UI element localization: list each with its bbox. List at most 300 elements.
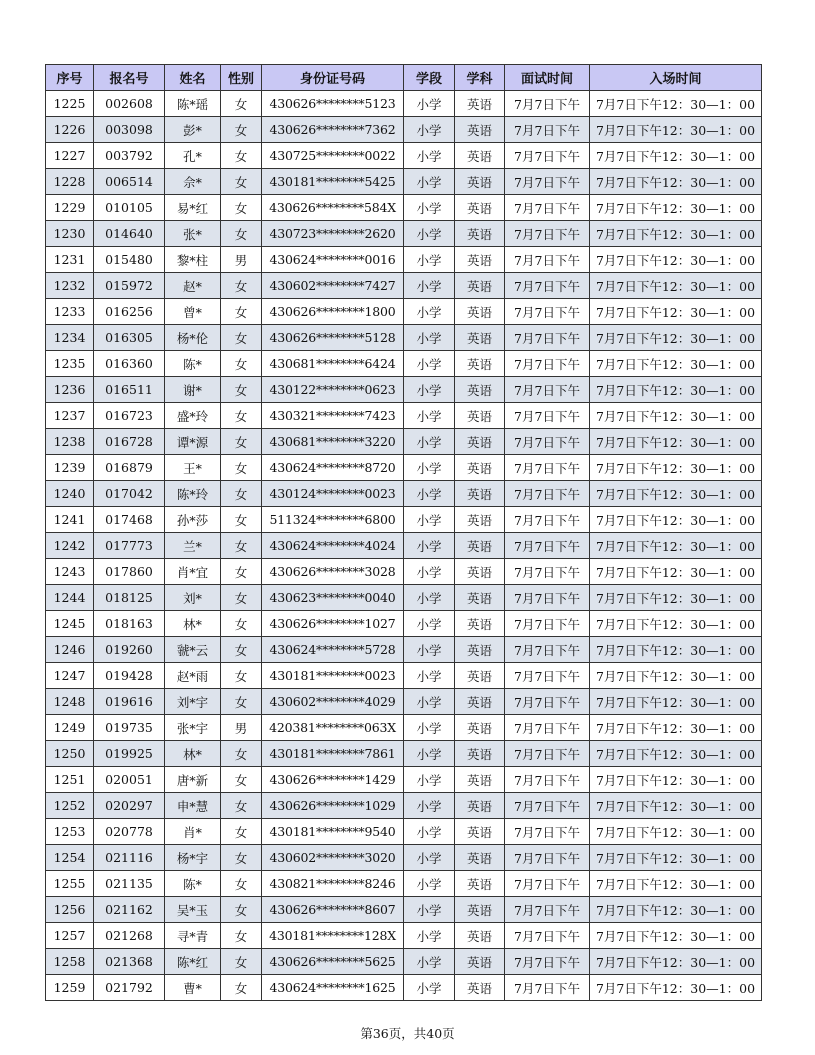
- cell-level: 小学: [404, 585, 455, 611]
- table-row: [46, 143, 762, 169]
- cell-id-number: 430681********3220: [262, 429, 404, 455]
- cell-entry-time: 7月7日下午12：30—1：00: [590, 975, 762, 1001]
- cell-level: 小学: [404, 455, 455, 481]
- table-row: [46, 325, 762, 351]
- cell-gender: 女: [221, 767, 262, 793]
- cell-id-number: 430626********3028: [262, 559, 404, 585]
- table-row: [46, 273, 762, 299]
- cell-interview-time: 7月7日下午: [505, 585, 590, 611]
- cell-reg-no: 018163: [94, 611, 165, 637]
- cell-name: 陈*玲: [165, 481, 221, 507]
- cell-name: 吴*玉: [165, 897, 221, 923]
- cell-seq: 1239: [46, 455, 94, 481]
- cell-name: 谢*: [165, 377, 221, 403]
- cell-seq: 1227: [46, 143, 94, 169]
- cell-level: 小学: [404, 793, 455, 819]
- table-row: [46, 585, 762, 611]
- cell-name: 彭*: [165, 117, 221, 143]
- cell-name: 杨*伦: [165, 325, 221, 351]
- cell-entry-time: 7月7日下午12：30—1：00: [590, 897, 762, 923]
- cell-gender: 女: [221, 923, 262, 949]
- cell-id-number: 430626********1029: [262, 793, 404, 819]
- cell-seq: 1238: [46, 429, 94, 455]
- cell-id-number: 430181********128X: [262, 923, 404, 949]
- cell-subject: 英语: [455, 507, 505, 533]
- cell-gender: 女: [221, 169, 262, 195]
- cell-gender: 女: [221, 637, 262, 663]
- cell-subject: 英语: [455, 611, 505, 637]
- cell-reg-no: 017042: [94, 481, 165, 507]
- cell-seq: 1241: [46, 507, 94, 533]
- table-row: [46, 195, 762, 221]
- cell-interview-time: 7月7日下午: [505, 299, 590, 325]
- cell-name: 杨*宇: [165, 845, 221, 871]
- table-row: [46, 793, 762, 819]
- cell-seq: 1232: [46, 273, 94, 299]
- cell-entry-time: 7月7日下午12：30—1：00: [590, 949, 762, 975]
- cell-gender: 男: [221, 247, 262, 273]
- cell-reg-no: 020297: [94, 793, 165, 819]
- cell-reg-no: 021116: [94, 845, 165, 871]
- cell-interview-time: 7月7日下午: [505, 533, 590, 559]
- cell-interview-time: 7月7日下午: [505, 481, 590, 507]
- cell-level: 小学: [404, 169, 455, 195]
- header-seq: 序号: [46, 65, 94, 91]
- cell-gender: 女: [221, 663, 262, 689]
- cell-subject: 英语: [455, 403, 505, 429]
- cell-id-number: 430623********0040: [262, 585, 404, 611]
- cell-entry-time: 7月7日下午12：30—1：00: [590, 221, 762, 247]
- cell-seq: 1254: [46, 845, 94, 871]
- cell-interview-time: 7月7日下午: [505, 247, 590, 273]
- cell-seq: 1245: [46, 611, 94, 637]
- cell-gender: 女: [221, 117, 262, 143]
- cell-reg-no: 019616: [94, 689, 165, 715]
- table-row: [46, 819, 762, 845]
- cell-id-number: 430624********5728: [262, 637, 404, 663]
- cell-seq: 1252: [46, 793, 94, 819]
- cell-reg-no: 015972: [94, 273, 165, 299]
- cell-name: 赵*: [165, 273, 221, 299]
- table-row: [46, 169, 762, 195]
- cell-seq: 1253: [46, 819, 94, 845]
- table-body: [46, 91, 762, 1001]
- cell-entry-time: 7月7日下午12：30—1：00: [590, 923, 762, 949]
- cell-seq: 1231: [46, 247, 94, 273]
- cell-id-number: 430181********9540: [262, 819, 404, 845]
- cell-subject: 英语: [455, 793, 505, 819]
- table-row: [46, 897, 762, 923]
- candidate-table: [45, 64, 762, 1001]
- cell-id-number: 430626********5128: [262, 325, 404, 351]
- cell-name: 易*红: [165, 195, 221, 221]
- cell-interview-time: 7月7日下午: [505, 741, 590, 767]
- cell-reg-no: 016360: [94, 351, 165, 377]
- cell-id-number: 430624********0016: [262, 247, 404, 273]
- table-row: [46, 351, 762, 377]
- cell-reg-no: 019735: [94, 715, 165, 741]
- cell-gender: 女: [221, 689, 262, 715]
- cell-name: 张*宇: [165, 715, 221, 741]
- cell-seq: 1250: [46, 741, 94, 767]
- cell-interview-time: 7月7日下午: [505, 767, 590, 793]
- cell-subject: 英语: [455, 195, 505, 221]
- cell-name: 佘*: [165, 169, 221, 195]
- cell-entry-time: 7月7日下午12：30—1：00: [590, 533, 762, 559]
- page-footer: 第36页，共40页: [360, 1026, 455, 1041]
- cell-level: 小学: [404, 143, 455, 169]
- cell-subject: 英语: [455, 117, 505, 143]
- cell-entry-time: 7月7日下午12：30—1：00: [590, 299, 762, 325]
- cell-name: 林*: [165, 611, 221, 637]
- cell-interview-time: 7月7日下午: [505, 221, 590, 247]
- table-row: [46, 975, 762, 1001]
- cell-id-number: 430181********7861: [262, 741, 404, 767]
- cell-level: 小学: [404, 871, 455, 897]
- cell-entry-time: 7月7日下午12：30—1：00: [590, 377, 762, 403]
- cell-id-number: 430602********4029: [262, 689, 404, 715]
- cell-gender: 女: [221, 221, 262, 247]
- cell-subject: 英语: [455, 923, 505, 949]
- table-row: [46, 455, 762, 481]
- cell-name: 陈*红: [165, 949, 221, 975]
- cell-level: 小学: [404, 689, 455, 715]
- cell-seq: 1257: [46, 923, 94, 949]
- cell-level: 小学: [404, 221, 455, 247]
- cell-interview-time: 7月7日下午: [505, 663, 590, 689]
- cell-interview-time: 7月7日下午: [505, 91, 590, 117]
- cell-level: 小学: [404, 715, 455, 741]
- cell-entry-time: 7月7日下午12：30—1：00: [590, 611, 762, 637]
- cell-gender: 女: [221, 611, 262, 637]
- cell-subject: 英语: [455, 871, 505, 897]
- cell-entry-time: 7月7日下午12：30—1：00: [590, 689, 762, 715]
- cell-gender: 女: [221, 299, 262, 325]
- cell-level: 小学: [404, 845, 455, 871]
- cell-entry-time: 7月7日下午12：30—1：00: [590, 351, 762, 377]
- cell-reg-no: 021368: [94, 949, 165, 975]
- cell-interview-time: 7月7日下午: [505, 143, 590, 169]
- cell-subject: 英语: [455, 637, 505, 663]
- cell-id-number: 430602********3020: [262, 845, 404, 871]
- cell-reg-no: 016305: [94, 325, 165, 351]
- table-row: [46, 377, 762, 403]
- cell-interview-time: 7月7日下午: [505, 273, 590, 299]
- table-row: [46, 117, 762, 143]
- cell-level: 小学: [404, 429, 455, 455]
- cell-gender: 女: [221, 793, 262, 819]
- cell-gender: 女: [221, 845, 262, 871]
- cell-name: 唐*新: [165, 767, 221, 793]
- table-row: [46, 845, 762, 871]
- cell-reg-no: 019260: [94, 637, 165, 663]
- cell-level: 小学: [404, 481, 455, 507]
- cell-entry-time: 7月7日下午12：30—1：00: [590, 169, 762, 195]
- cell-entry-time: 7月7日下午12：30—1：00: [590, 481, 762, 507]
- table-row: [46, 871, 762, 897]
- cell-subject: 英语: [455, 559, 505, 585]
- cell-seq: 1237: [46, 403, 94, 429]
- cell-subject: 英语: [455, 949, 505, 975]
- cell-id-number: 430626********8607: [262, 897, 404, 923]
- table-row: [46, 949, 762, 975]
- cell-interview-time: 7月7日下午: [505, 611, 590, 637]
- cell-gender: 女: [221, 949, 262, 975]
- cell-entry-time: 7月7日下午12：30—1：00: [590, 741, 762, 767]
- cell-id-number: 430626********1027: [262, 611, 404, 637]
- cell-level: 小学: [404, 351, 455, 377]
- cell-id-number: 430321********7423: [262, 403, 404, 429]
- cell-seq: 1251: [46, 767, 94, 793]
- cell-reg-no: 020051: [94, 767, 165, 793]
- cell-name: 陈*瑶: [165, 91, 221, 117]
- table-row: [46, 715, 762, 741]
- cell-interview-time: 7月7日下午: [505, 637, 590, 663]
- cell-interview-time: 7月7日下午: [505, 351, 590, 377]
- cell-gender: 女: [221, 351, 262, 377]
- cell-level: 小学: [404, 325, 455, 351]
- cell-level: 小学: [404, 247, 455, 273]
- cell-id-number: 430821********8246: [262, 871, 404, 897]
- table-row: [46, 91, 762, 117]
- cell-id-number: 430181********5425: [262, 169, 404, 195]
- cell-id-number: 430626********1429: [262, 767, 404, 793]
- cell-seq: 1249: [46, 715, 94, 741]
- cell-id-number: 430624********4024: [262, 533, 404, 559]
- cell-entry-time: 7月7日下午12：30—1：00: [590, 117, 762, 143]
- cell-gender: 男: [221, 715, 262, 741]
- cell-subject: 英语: [455, 689, 505, 715]
- cell-reg-no: 021162: [94, 897, 165, 923]
- cell-gender: 女: [221, 533, 262, 559]
- cell-level: 小学: [404, 117, 455, 143]
- cell-subject: 英语: [455, 663, 505, 689]
- cell-id-number: 430181********0023: [262, 663, 404, 689]
- cell-id-number: 430602********7427: [262, 273, 404, 299]
- cell-seq: 1230: [46, 221, 94, 247]
- cell-interview-time: 7月7日下午: [505, 377, 590, 403]
- cell-level: 小学: [404, 611, 455, 637]
- cell-gender: 女: [221, 195, 262, 221]
- cell-subject: 英语: [455, 741, 505, 767]
- table-row: [46, 611, 762, 637]
- cell-reg-no: 014640: [94, 221, 165, 247]
- cell-level: 小学: [404, 663, 455, 689]
- cell-name: 曾*: [165, 299, 221, 325]
- header-row: [46, 65, 762, 91]
- cell-level: 小学: [404, 273, 455, 299]
- table-row: [46, 559, 762, 585]
- cell-level: 小学: [404, 299, 455, 325]
- cell-level: 小学: [404, 741, 455, 767]
- cell-entry-time: 7月7日下午12：30—1：00: [590, 793, 762, 819]
- cell-level: 小学: [404, 897, 455, 923]
- cell-gender: 女: [221, 585, 262, 611]
- cell-gender: 女: [221, 741, 262, 767]
- cell-reg-no: 020778: [94, 819, 165, 845]
- cell-entry-time: 7月7日下午12：30—1：00: [590, 455, 762, 481]
- table-row: [46, 247, 762, 273]
- cell-gender: 女: [221, 143, 262, 169]
- cell-id-number: 430624********1625: [262, 975, 404, 1001]
- cell-subject: 英语: [455, 247, 505, 273]
- header-subject: 学科: [455, 65, 505, 91]
- cell-id-number: 430626********5123: [262, 91, 404, 117]
- cell-seq: 1236: [46, 377, 94, 403]
- cell-level: 小学: [404, 637, 455, 663]
- header-reg-no: 报名号: [94, 65, 165, 91]
- cell-name: 兰*: [165, 533, 221, 559]
- cell-reg-no: 016256: [94, 299, 165, 325]
- cell-id-number: 430681********6424: [262, 351, 404, 377]
- table-row: [46, 663, 762, 689]
- table-row: [46, 429, 762, 455]
- cell-entry-time: 7月7日下午12：30—1：00: [590, 715, 762, 741]
- cell-id-number: 430626********1800: [262, 299, 404, 325]
- cell-name: 虢*云: [165, 637, 221, 663]
- cell-level: 小学: [404, 533, 455, 559]
- cell-reg-no: 018125: [94, 585, 165, 611]
- table-row: [46, 299, 762, 325]
- cell-interview-time: 7月7日下午: [505, 871, 590, 897]
- cell-seq: 1226: [46, 117, 94, 143]
- cell-seq: 1248: [46, 689, 94, 715]
- cell-name: 刘*: [165, 585, 221, 611]
- cell-interview-time: 7月7日下午: [505, 169, 590, 195]
- cell-subject: 英语: [455, 481, 505, 507]
- cell-reg-no: 003098: [94, 117, 165, 143]
- cell-subject: 英语: [455, 91, 505, 117]
- cell-subject: 英语: [455, 325, 505, 351]
- cell-entry-time: 7月7日下午12：30—1：00: [590, 507, 762, 533]
- cell-gender: 女: [221, 819, 262, 845]
- cell-seq: 1255: [46, 871, 94, 897]
- cell-name: 林*: [165, 741, 221, 767]
- cell-entry-time: 7月7日下午12：30—1：00: [590, 819, 762, 845]
- cell-subject: 英语: [455, 767, 505, 793]
- cell-interview-time: 7月7日下午: [505, 429, 590, 455]
- cell-reg-no: 006514: [94, 169, 165, 195]
- cell-entry-time: 7月7日下午12：30—1：00: [590, 429, 762, 455]
- cell-seq: 1233: [46, 299, 94, 325]
- cell-name: 谭*源: [165, 429, 221, 455]
- cell-seq: 1246: [46, 637, 94, 663]
- table-row: [46, 507, 762, 533]
- cell-seq: 1229: [46, 195, 94, 221]
- cell-subject: 英语: [455, 377, 505, 403]
- cell-interview-time: 7月7日下午: [505, 819, 590, 845]
- cell-id-number: 430626********5625: [262, 949, 404, 975]
- table-row: [46, 923, 762, 949]
- cell-name: 赵*雨: [165, 663, 221, 689]
- header-name: 姓名: [165, 65, 221, 91]
- cell-reg-no: 016879: [94, 455, 165, 481]
- cell-interview-time: 7月7日下午: [505, 325, 590, 351]
- cell-gender: 女: [221, 975, 262, 1001]
- cell-interview-time: 7月7日下午: [505, 949, 590, 975]
- cell-gender: 女: [221, 559, 262, 585]
- cell-subject: 英语: [455, 533, 505, 559]
- cell-subject: 英语: [455, 715, 505, 741]
- table-row: [46, 637, 762, 663]
- cell-reg-no: 017860: [94, 559, 165, 585]
- cell-reg-no: 015480: [94, 247, 165, 273]
- cell-entry-time: 7月7日下午12：30—1：00: [590, 585, 762, 611]
- cell-subject: 英语: [455, 299, 505, 325]
- table-row: [46, 221, 762, 247]
- cell-id-number: 430725********0022: [262, 143, 404, 169]
- table-row: [46, 533, 762, 559]
- cell-id-number: 430624********8720: [262, 455, 404, 481]
- cell-gender: 女: [221, 91, 262, 117]
- cell-entry-time: 7月7日下午12：30—1：00: [590, 767, 762, 793]
- cell-subject: 英语: [455, 819, 505, 845]
- cell-reg-no: 019925: [94, 741, 165, 767]
- cell-subject: 英语: [455, 897, 505, 923]
- cell-name: 申*慧: [165, 793, 221, 819]
- cell-name: 曹*: [165, 975, 221, 1001]
- cell-subject: 英语: [455, 273, 505, 299]
- cell-name: 肖*宜: [165, 559, 221, 585]
- cell-subject: 英语: [455, 221, 505, 247]
- cell-reg-no: 021792: [94, 975, 165, 1001]
- cell-seq: 1235: [46, 351, 94, 377]
- table-row: [46, 767, 762, 793]
- cell-interview-time: 7月7日下午: [505, 403, 590, 429]
- cell-id-number: 430122********0623: [262, 377, 404, 403]
- cell-gender: 女: [221, 403, 262, 429]
- cell-id-number: 430124********0023: [262, 481, 404, 507]
- cell-level: 小学: [404, 403, 455, 429]
- cell-entry-time: 7月7日下午12：30—1：00: [590, 325, 762, 351]
- cell-gender: 女: [221, 871, 262, 897]
- cell-seq: 1244: [46, 585, 94, 611]
- cell-reg-no: 017468: [94, 507, 165, 533]
- cell-gender: 女: [221, 455, 262, 481]
- cell-name: 陈*: [165, 871, 221, 897]
- cell-name: 孙*莎: [165, 507, 221, 533]
- cell-id-number: 430723********2620: [262, 221, 404, 247]
- header-interview-time: 面试时间: [505, 65, 590, 91]
- cell-entry-time: 7月7日下午12：30—1：00: [590, 91, 762, 117]
- cell-subject: 英语: [455, 429, 505, 455]
- cell-name: 寻*青: [165, 923, 221, 949]
- cell-level: 小学: [404, 923, 455, 949]
- cell-seq: 1234: [46, 325, 94, 351]
- cell-gender: 女: [221, 507, 262, 533]
- cell-name: 黎*柱: [165, 247, 221, 273]
- cell-interview-time: 7月7日下午: [505, 715, 590, 741]
- table-row: [46, 741, 762, 767]
- cell-level: 小学: [404, 195, 455, 221]
- cell-gender: 女: [221, 273, 262, 299]
- cell-seq: 1256: [46, 897, 94, 923]
- cell-subject: 英语: [455, 169, 505, 195]
- cell-interview-time: 7月7日下午: [505, 195, 590, 221]
- cell-subject: 英语: [455, 585, 505, 611]
- cell-level: 小学: [404, 559, 455, 585]
- cell-level: 小学: [404, 507, 455, 533]
- cell-entry-time: 7月7日下午12：30—1：00: [590, 247, 762, 273]
- cell-level: 小学: [404, 949, 455, 975]
- cell-id-number: 420381********063X: [262, 715, 404, 741]
- cell-reg-no: 002608: [94, 91, 165, 117]
- header-entry-time: 入场时间: [590, 65, 762, 91]
- cell-name: 王*: [165, 455, 221, 481]
- cell-reg-no: 021268: [94, 923, 165, 949]
- cell-interview-time: 7月7日下午: [505, 507, 590, 533]
- table-row: [46, 481, 762, 507]
